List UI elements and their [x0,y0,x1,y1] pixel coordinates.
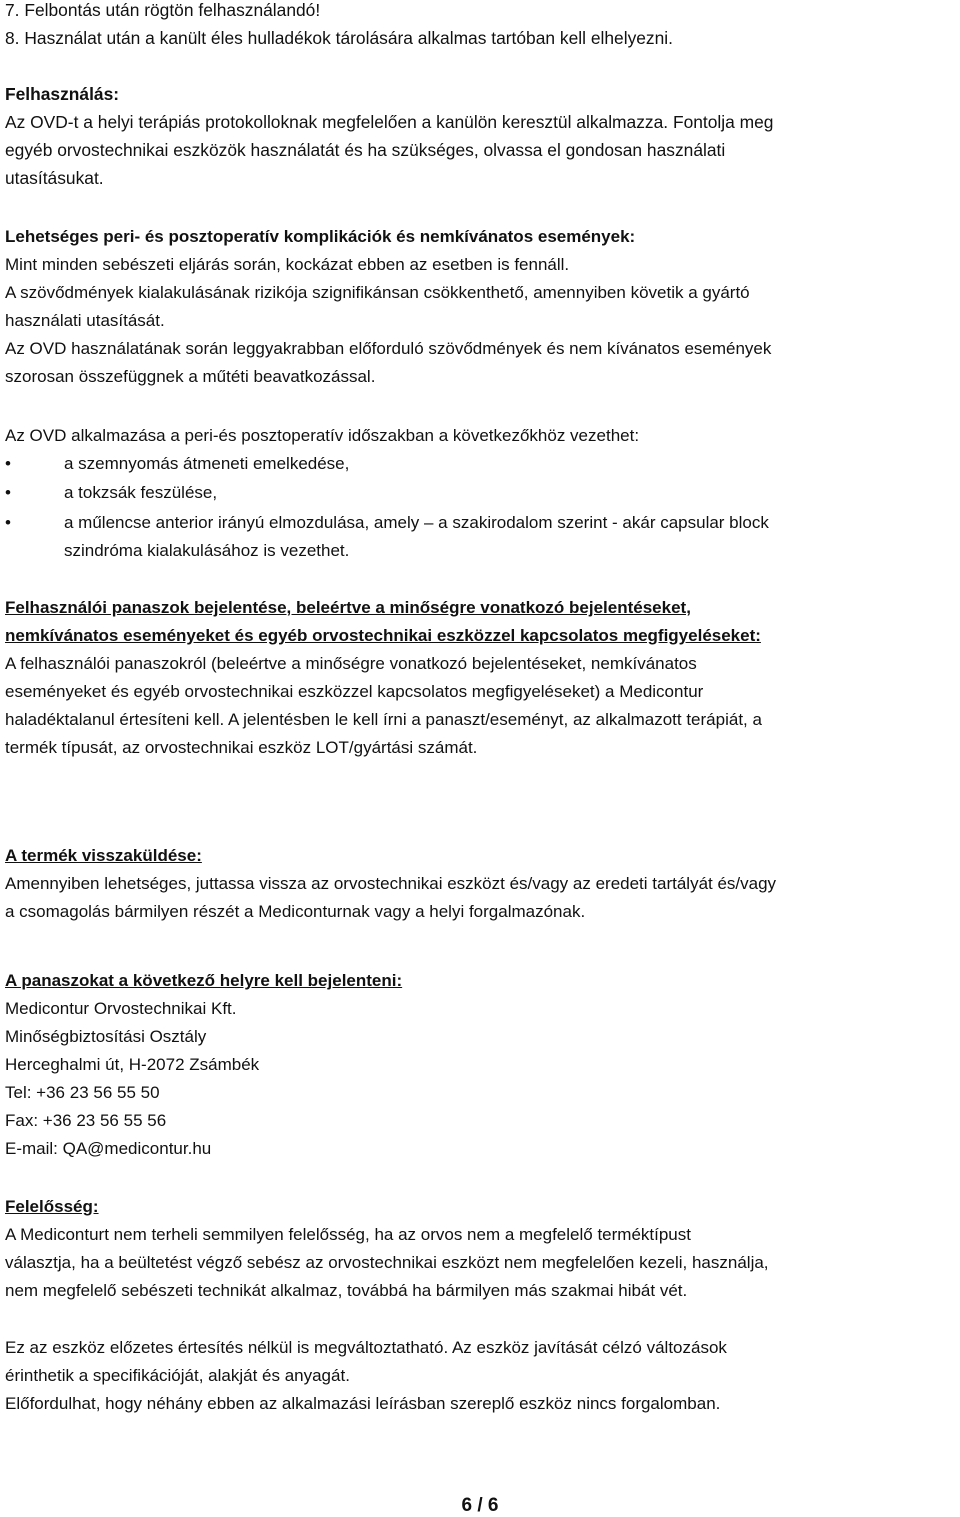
contact-section [5,967,957,1163]
paragraph-line: Előfordulhat, hogy néhány ebben az alkalmazási leírásban szereplő eszköz nincs forgalomban. [5,1394,721,1413]
email: E-mail: QA@medicontur.hu [5,1139,212,1158]
list-item: 7. Felbontás után rögtön felhasználandó! [5,0,321,20]
paragraph-line: Amennyiben lehetséges, juttassa vissza az orvostechnikai eszközt és/vagy az eredeti tartályát és/vagy [5,874,777,893]
bullet-icon: • [5,483,11,502]
notice-section [5,1334,957,1418]
paragraph-line: egyéb orvostechnikai eszközök használatát és ha szükséges, olvassa el gondosan használati [5,140,726,160]
liability-section [5,1193,957,1305]
paragraph-line: eseményeket és egyéb orvostechnikai eszközzel kapcsolatos megfigyeléseket) a Medicontur [5,682,704,701]
returns-section [5,842,957,926]
page-number: 6 / 6 [461,1495,499,1516]
paragraph-line: A szövődmények kialakulásának rizikója szignifikánsan csökkenthető, amennyiben követik a gyártó [5,283,750,302]
bullet-item-line: a műlencse anterior irányú elmozdulása, amely – a szakirodalom szerint - akár capsular block [64,513,769,532]
paragraph-line: haladéktalanul értesíteni kell. A jelentésben le kell írni a panaszt/eseményt, az alkalmazott terápiát, a [5,710,762,729]
department-name: Minőségbiztosítási Osztály [5,1027,207,1046]
bullet-icon: • [5,513,11,532]
paragraph-line: választja, ha a beültetést végző sebész az orvostechnikai eszközt nem megfelelően kezeli, használja, [5,1253,769,1272]
usage-section [5,80,957,192]
paragraph-line: utasításukat. [5,168,104,188]
bullet-icon: • [5,454,11,473]
paragraph-line: Az OVD-t a helyi terápiás protokolloknak megfelelően a kanülön keresztül alkalmazza. Fontolja meg [5,112,774,132]
complications-section [5,223,957,391]
complaints-section [5,594,957,762]
paragraph-line: nem megfelelő sebészeti technikát alkalmaz, továbbá ha bármilyen más szakmai hibát vét. [5,1281,688,1300]
paragraph-line: érinthetik a specifikációját, alakját és anyagát. [5,1366,350,1385]
paragraph-line: A felhasználói panaszokról (beleértve a minőségre vonatkozó bejelentéseket, nemkívánatos [5,654,697,673]
bullet-item [64,509,957,565]
paragraph-line: termék típusát, az orvostechnikai eszköz LOT/gyártási számát. [5,738,478,757]
bullet-item: a szemnyomás átmeneti emelkedése, [64,454,350,473]
returns-heading: A termék visszaküldése: [5,846,202,865]
address: Herceghalmi út, H-2072 Zsámbék [5,1055,260,1074]
paragraph-line: Az OVD használatának során leggyakrabban előforduló szövődmények és nem kívánatos események [5,339,772,358]
list-item: 8. Használat után a kanült éles hulladékok tárolására alkalmas tartóban kell elhelyezni. [5,28,673,48]
paragraph-line: Mint minden sebészeti eljárás során, kockázat ebben az esetben is fennáll. [5,255,570,274]
complaints-heading: nemkívánatos eseményeket és egyéb orvostechnikai eszközzel kapcsolatos megfigyeléseket: [5,626,761,645]
contact-heading: A panaszokat a következő helyre kell bejelenteni: [5,971,403,990]
paragraph-line: szorosan összefüggnek a műtéti beavatkozással. [5,367,376,386]
bullet-item-line: szindróma kialakulásához is vezethet. [64,541,350,560]
usage-heading: Felhasználás: [5,84,120,104]
complaints-heading: Felhasználói panaszok bejelentése, beleértve a minőségre vonatkozó bejelentéseket, [5,598,691,617]
numbered-list-continuation [5,0,957,52]
effects-intro: Az OVD alkalmazása a peri-és posztoperatív időszakban a következőkhöz vezethet: [5,426,640,445]
fax: Fax: +36 23 56 55 56 [5,1111,167,1130]
phone: Tel: +36 23 56 55 50 [5,1083,160,1102]
paragraph-line: A Mediconturt nem terheli semmilyen felelősség, ha az orvos nem a megfelelő terméktípust [5,1225,691,1244]
company-name: Medicontur Orvostechnikai Kft. [5,999,237,1018]
liability-heading: Felelősség: [5,1197,99,1216]
bullet-item: a tokzsák feszülése, [64,483,218,502]
paragraph-line: Ez az eszköz előzetes értesítés nélkül is megváltoztatható. Az eszköz javítását célzó változások [5,1338,727,1357]
complications-heading: Lehetséges peri- és posztoperatív komplikációk és nemkívánatos események: [5,227,636,246]
paragraph-line: a csomagolás bármilyen részét a Mediconturnak vagy a helyi forgalmazónak. [5,902,586,921]
paragraph-line: használati utasítását. [5,311,165,330]
